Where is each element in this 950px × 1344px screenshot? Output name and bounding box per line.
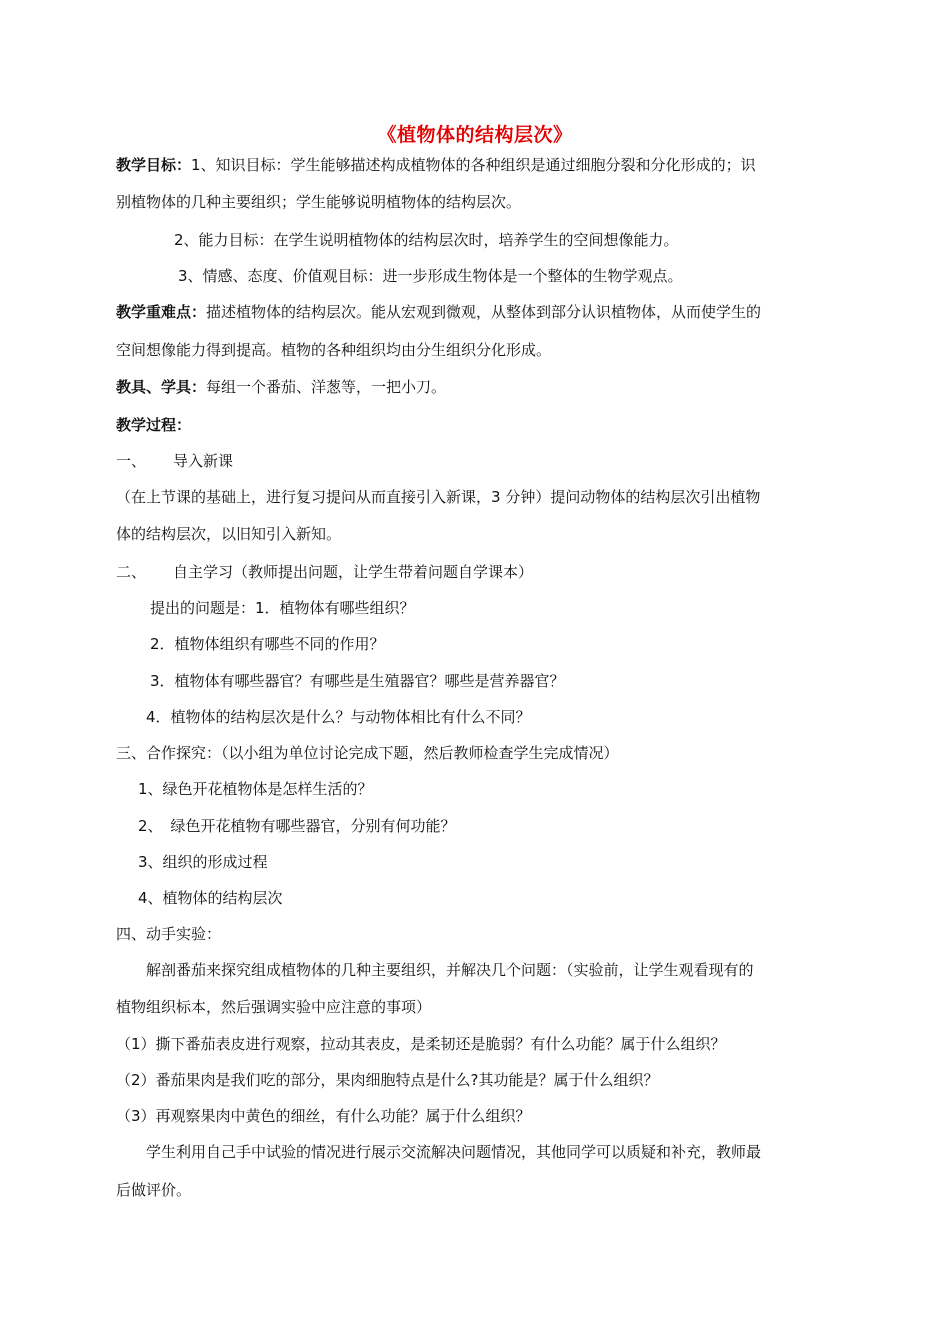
key-points-line-1 — [116, 302, 761, 322]
section-2-question-4: 4．植物体的结构层次是什么？与动物体相比有什么不同？ — [146, 708, 531, 726]
objectives-label: 教学目标： — [116, 156, 192, 174]
section-4-conclusion-line-1: 学生利用自己手中试验的情况进行展示交流解决问题情况，其他同学可以质疑和补充，教师最 — [146, 1143, 762, 1161]
tools-label: 教具、学具： — [116, 378, 207, 396]
section-4-conclusion-line-2: 后做评价。 — [116, 1181, 192, 1199]
section-4-title: 四、动手实验： — [116, 925, 222, 943]
section-2-question-3: 3．植物体有哪些器官？有哪些是生殖器官？哪些是营养器官？ — [150, 672, 565, 690]
section-4-question-2: （2）番茄果肉是我们吃的部分，果肉细胞特点是什么?其功能是？属于什么组织？ — [116, 1071, 659, 1089]
section-3-title: 三、合作探究：（以小组为单位讨论完成下题，然后教师检查学生完成情况） — [116, 744, 619, 762]
section-4-line-1: 解剖番茄来探究组成植物体的几种主要组织，并解决几个问题：（实验前，让学生观看现有的 — [146, 961, 754, 979]
section-1-line-2: 体的结构层次，以旧知引入新知。 — [116, 525, 342, 543]
section-3-item-1: 1、绿色开花植物体是怎样生活的？ — [138, 780, 373, 798]
section-2-heading — [116, 562, 533, 582]
section-4-line-2: 植物组织标本，然后强调实验中应注意的事项） — [116, 998, 432, 1016]
document-title: 《植物体的结构层次》 — [377, 124, 573, 146]
section-3-item-3: 3、组织的形成过程 — [138, 853, 268, 871]
section-3-item-4: 4、植物体的结构层次 — [138, 889, 283, 907]
section-4-question-3: （3）再观察果肉中黄色的细丝，有什么功能？属于什么组织？ — [116, 1107, 531, 1125]
key-points-label: 教学重难点： — [116, 303, 207, 321]
process-label: 教学过程： — [116, 416, 192, 434]
tools-text: 每组一个番茄、洋葱等，一把小刀。 — [206, 378, 447, 396]
key-points-text: 描述植物体的结构层次。能从宏观到微观，从整体到部分认识植物体，从而使学生的 — [206, 303, 762, 321]
section-1-line-1: （在上节课的基础上，进行复习提问从而直接引入新课，3 分钟）提问动物体的结构层次引出植物 — [116, 488, 761, 506]
section-2-number: 二、 — [116, 563, 147, 581]
section-1-number: 一、 — [116, 452, 147, 470]
section-2-question-2: 2．植物体组织有哪些不同的作用？ — [150, 635, 385, 653]
section-1-title: 导入新课 — [173, 452, 234, 470]
objectives-line-1 — [116, 155, 756, 175]
section-3-item-2 — [138, 816, 456, 836]
knowledge-objective-text: 1、知识目标：学生能够描述构成植物体的各种组织是通过细胞分裂和分化形成的；识 — [191, 156, 756, 174]
emotion-objective: 3、情感、态度、价值观目标：进一步形成生物体是一个整体的生物学观点。 — [178, 267, 683, 285]
section-2-question-1: 提出的问题是：1．植物体有哪些组织？ — [150, 599, 415, 617]
section-4-question-1: （1）撕下番茄表皮进行观察，拉动其表皮，是柔韧还是脆弱？有什么功能？属于什么组织？ — [116, 1035, 726, 1053]
section-3-item-2-number: 2、 — [138, 817, 163, 835]
objectives-line-2: 别植物体的几种主要组织；学生能够说明植物体的结构层次。 — [116, 193, 522, 211]
tools-line — [116, 377, 446, 397]
section-1-heading — [116, 451, 233, 471]
key-points-line-2: 空间想像能力得到提高。植物的各种组织均由分生组织分化形成。 — [116, 341, 552, 359]
section-3-item-2-text: 绿色开花植物有哪些器官，分别有何功能？ — [170, 817, 456, 835]
section-2-title: 自主学习（教师提出问题，让学生带着问题自学课本） — [173, 563, 534, 581]
ability-objective: 2、能力目标：在学生说明植物体的结构层次时，培养学生的空间想像能力。 — [174, 231, 679, 249]
